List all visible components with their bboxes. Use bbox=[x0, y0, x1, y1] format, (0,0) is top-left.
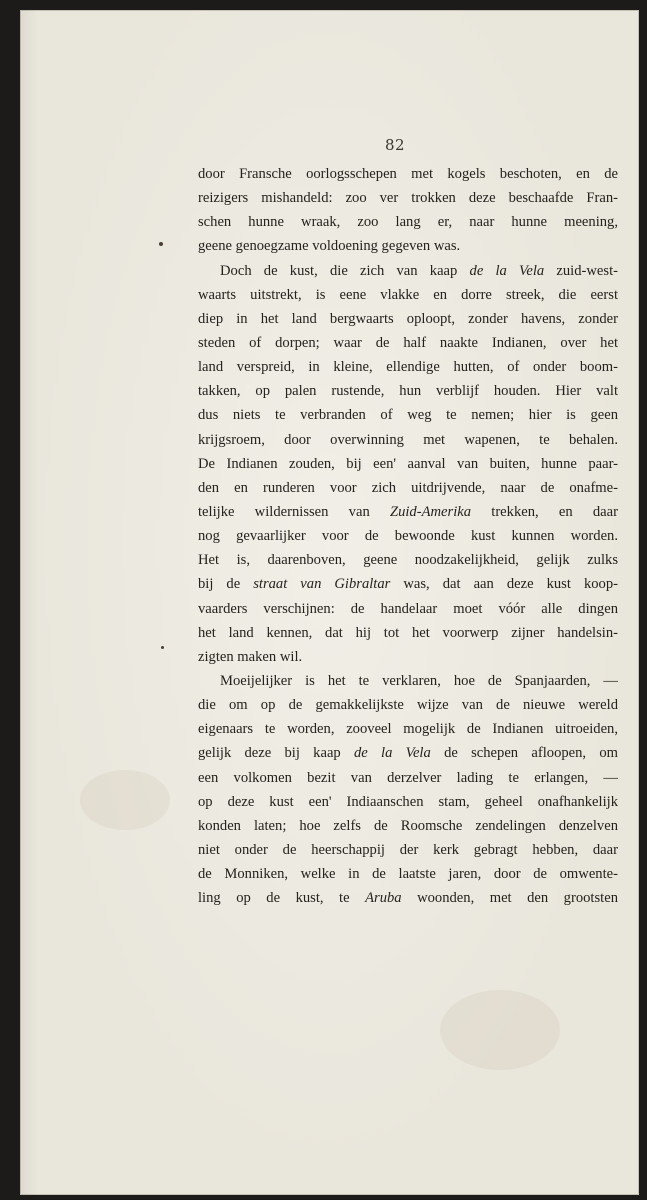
italic-place-name: de la Vela bbox=[469, 262, 545, 279]
line-text: ling op de kust, te bbox=[198, 890, 366, 907]
text-line bbox=[198, 621, 618, 645]
text-line bbox=[198, 307, 618, 331]
text-line bbox=[198, 162, 618, 186]
text-line bbox=[198, 645, 618, 669]
line-text: steden of dorpen; waar de half naakte Indianen, over het bbox=[198, 334, 618, 351]
text-line bbox=[198, 355, 618, 379]
italic-place-name: Aruba bbox=[365, 890, 402, 907]
line-text: door Fransche oorlogsschepen met kogels beschoten, en de bbox=[198, 166, 618, 182]
line-text: de Monniken, welke in de laatste jaren, door de omwente- bbox=[198, 866, 618, 883]
line-text: een volkomen bezit van derzelver lading te erlangen, — bbox=[198, 769, 618, 786]
italic-place-name: de la Vela bbox=[354, 745, 431, 762]
text-line bbox=[198, 548, 618, 572]
text-line bbox=[198, 717, 618, 741]
text-line bbox=[198, 597, 618, 621]
line-text: den en runderen voor zich uitdrijvende, naar de onafme- bbox=[198, 479, 618, 496]
line-text: waarts uitstrekt, is eene vlakke en dorre streek, die eerst bbox=[198, 286, 618, 303]
text-line bbox=[198, 693, 618, 717]
line-text: krijgsroem, door overwinning met wapenen, te behalen. bbox=[198, 431, 618, 448]
text-line bbox=[198, 403, 618, 427]
italic-place-name: straat van Gibraltar bbox=[253, 576, 391, 593]
text-line bbox=[198, 669, 618, 693]
paper-stain bbox=[440, 990, 560, 1070]
line-text: eigenaars te worden, zooveel mogelijk de Indianen uitroeiden, bbox=[198, 721, 618, 738]
line-text: de schepen afloopen, om bbox=[430, 745, 618, 762]
line-text: bij de bbox=[198, 576, 254, 593]
line-text: die om op de gemakkelijkste wijze van de nieuwe wereld bbox=[198, 697, 618, 714]
text-line bbox=[198, 524, 618, 548]
paper-stain bbox=[80, 770, 170, 830]
line-text: trekken, en daar bbox=[471, 503, 618, 520]
line-text: zigten maken wil. bbox=[198, 648, 303, 665]
text-line bbox=[198, 886, 618, 910]
text-line bbox=[198, 259, 618, 283]
line-text: Het is, daarenboven, geene noodzakelijkheid, gelijk zulks bbox=[198, 552, 618, 569]
line-text: was, dat aan deze kust koop- bbox=[390, 576, 618, 593]
line-text: land verspreid, in kleine, ellendige hutten, of onder boom- bbox=[198, 359, 618, 376]
line-text: Moeijelijker is het te verklaren, hoe de Spanjaarden, — bbox=[220, 672, 618, 689]
text-line bbox=[198, 862, 618, 886]
text-line bbox=[198, 766, 618, 790]
text-line bbox=[198, 572, 618, 596]
line-text: dus niets te verbranden of weg te nemen; hier is geen bbox=[198, 407, 618, 424]
text-line bbox=[198, 814, 618, 838]
text-line bbox=[198, 741, 618, 765]
text-line bbox=[198, 838, 618, 862]
line-text: diep in het land bergwaarts oploopt, zonder havens, zonder bbox=[198, 310, 618, 327]
text-line bbox=[198, 790, 618, 814]
ink-speck bbox=[159, 242, 163, 246]
italic-place-name: Zuid-Amerika bbox=[389, 503, 472, 520]
text-line bbox=[198, 452, 618, 476]
book-page bbox=[20, 10, 639, 1195]
line-text: De Indianen zouden, bij een' aanval van buiten, hunne paar- bbox=[198, 455, 618, 472]
line-text: geene genoegzame voldoening gegeven was. bbox=[198, 238, 461, 255]
ink-speck bbox=[161, 646, 164, 649]
line-text: op deze kust een' Indiaanschen stam, geheel onafhankelijk bbox=[198, 793, 618, 810]
text-line bbox=[198, 210, 618, 234]
line-text: het land kennen, dat hij tot het voorwerp zijner handelsin- bbox=[198, 624, 618, 641]
line-text: konden laten; hoe zelfs de Roomsche zendelingen denzelven bbox=[198, 817, 618, 834]
line-text: vaarders verschijnen: de handelaar moet vóór alle dingen bbox=[198, 600, 618, 617]
text-line bbox=[198, 428, 618, 452]
line-text: reizigers mishandeld: zoo ver trokken deze beschaafde Fran- bbox=[198, 190, 618, 207]
text-line bbox=[198, 476, 618, 500]
body-text bbox=[198, 162, 618, 910]
line-text: woonden, met den grootsten bbox=[401, 890, 618, 907]
text-line bbox=[198, 186, 618, 210]
line-text: niet onder de heerschappij der kerk gebragt hebben, daar bbox=[198, 841, 618, 858]
text-line bbox=[198, 234, 618, 258]
text-line bbox=[198, 500, 618, 524]
line-text: schen hunne wraak, zoo lang er, naar hunne meening, bbox=[198, 214, 618, 231]
line-text: takken, op palen rustende, hun verblijf houden. Hier valt bbox=[198, 383, 618, 400]
text-line bbox=[198, 331, 618, 355]
text-line bbox=[198, 379, 618, 403]
line-text: nog gevaarlijker voor de bewoonde kust kunnen worden. bbox=[198, 528, 618, 545]
line-text: telijke wildernissen van bbox=[198, 503, 390, 520]
page-number: 82 bbox=[385, 136, 406, 154]
text-line bbox=[198, 283, 618, 307]
line-text: zuid-west- bbox=[544, 262, 618, 279]
line-text: Doch de kust, die zich van kaap bbox=[220, 262, 470, 279]
line-text: gelijk deze bij kaap bbox=[198, 745, 354, 762]
